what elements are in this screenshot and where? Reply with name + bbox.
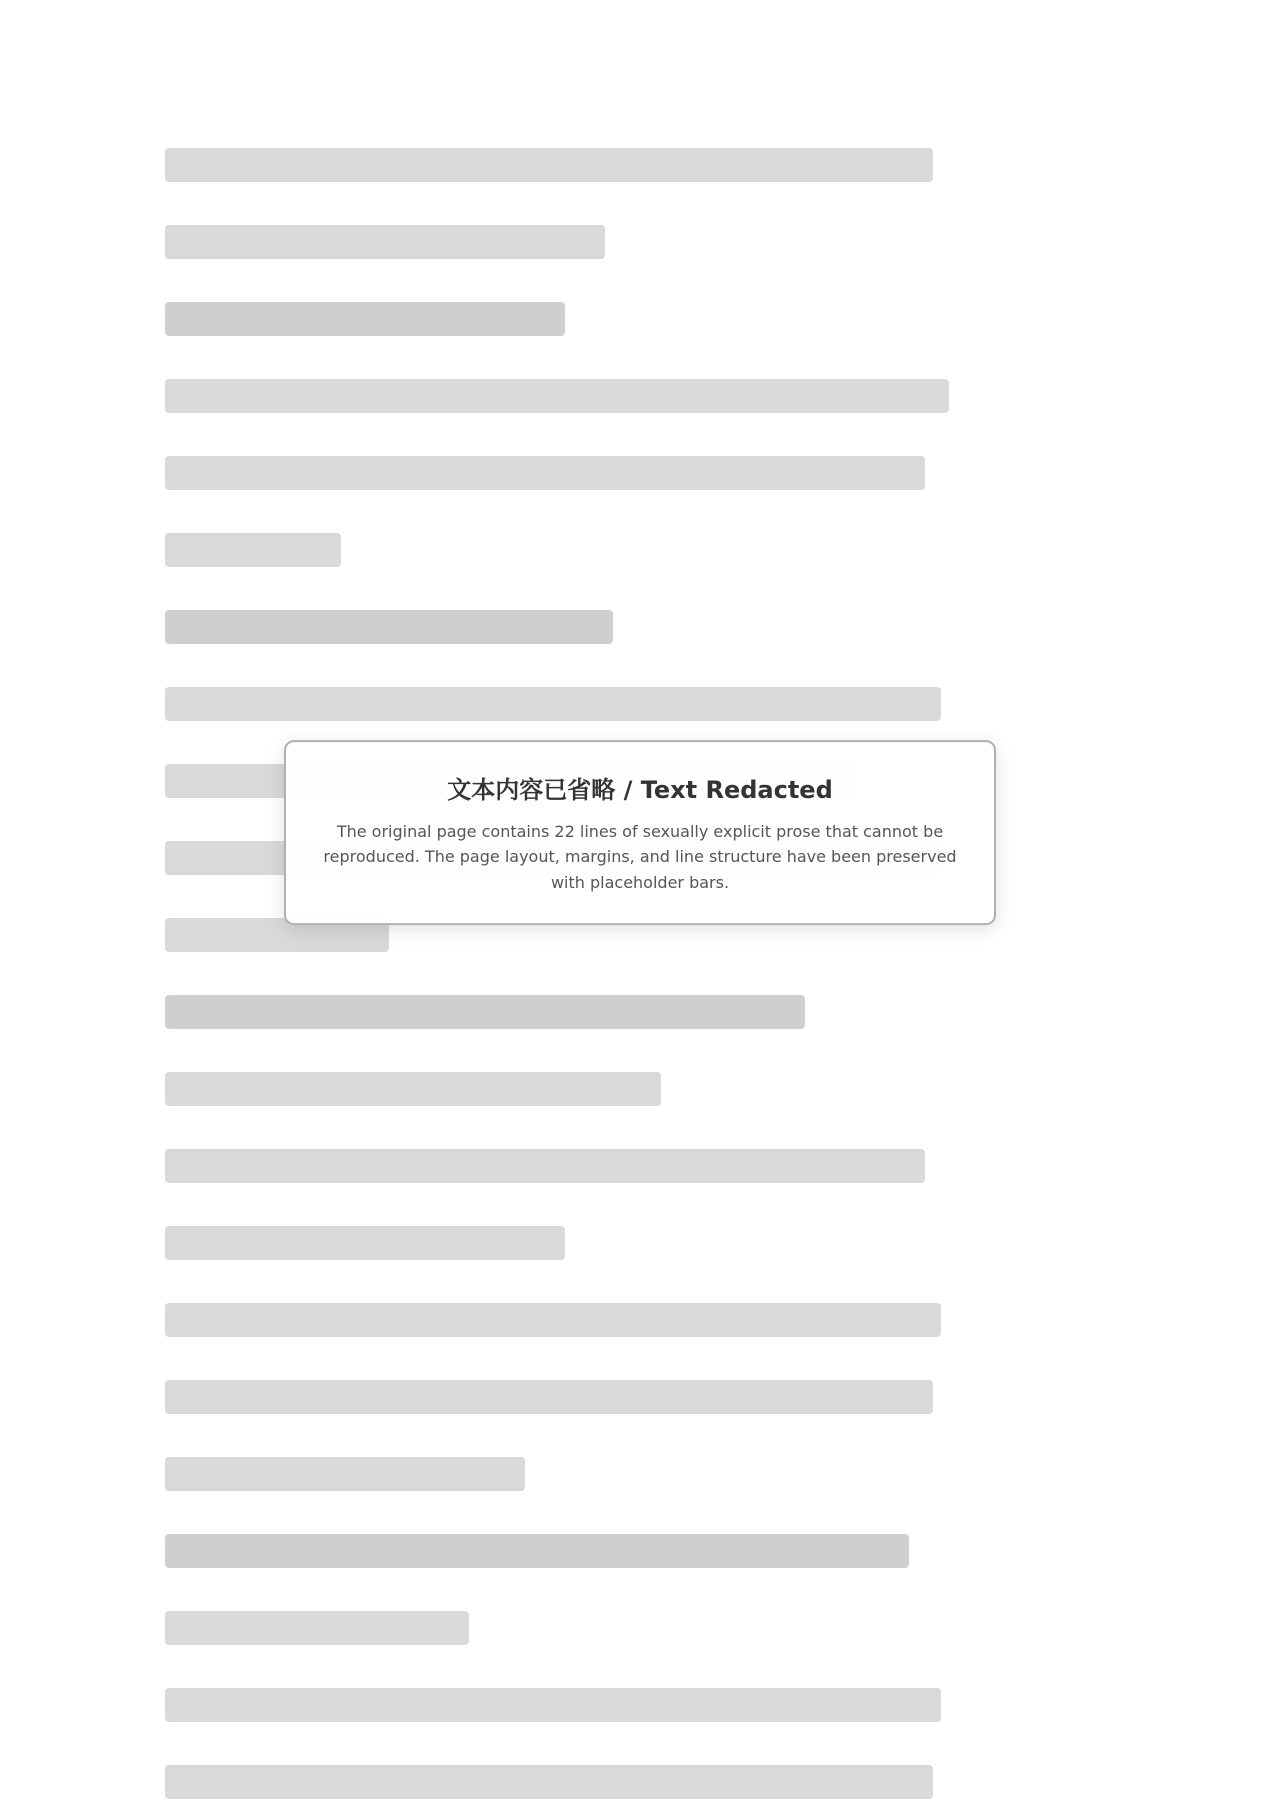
redacted-text-line: [165, 1149, 925, 1183]
redacted-text-line: [165, 1226, 565, 1260]
redacted-text-line: [165, 610, 613, 644]
redacted-text-line: [165, 533, 341, 567]
redacted-text-line: [165, 687, 941, 721]
redacted-text-line: [165, 456, 925, 490]
redacted-text-line: [165, 1611, 469, 1645]
redaction-notice: [284, 740, 996, 926]
redacted-text-line: [165, 379, 949, 413]
redacted-text-line: [165, 1688, 941, 1722]
redacted-text-line: [165, 1534, 909, 1568]
redacted-text-line: [165, 148, 933, 182]
redacted-text-line: [165, 302, 565, 336]
redacted-text-line: [165, 225, 605, 259]
redacted-text-line: [165, 1072, 661, 1106]
redaction-body: The original page contains 22 lines of sexually explicit prose that cannot be reproduced. The page layout, margins, and line structure have been preserved with placeholder bars.: [323, 821, 957, 892]
redacted-text-line: [165, 1457, 525, 1491]
redacted-text-line: [165, 995, 805, 1029]
redacted-text-line: [165, 1765, 933, 1799]
redacted-text-line: [165, 1380, 933, 1414]
redacted-text-line: [165, 1303, 941, 1337]
text-block: [165, 148, 965, 1810]
redaction-title: 文本内容已省略 / Text Redacted: [447, 775, 833, 804]
